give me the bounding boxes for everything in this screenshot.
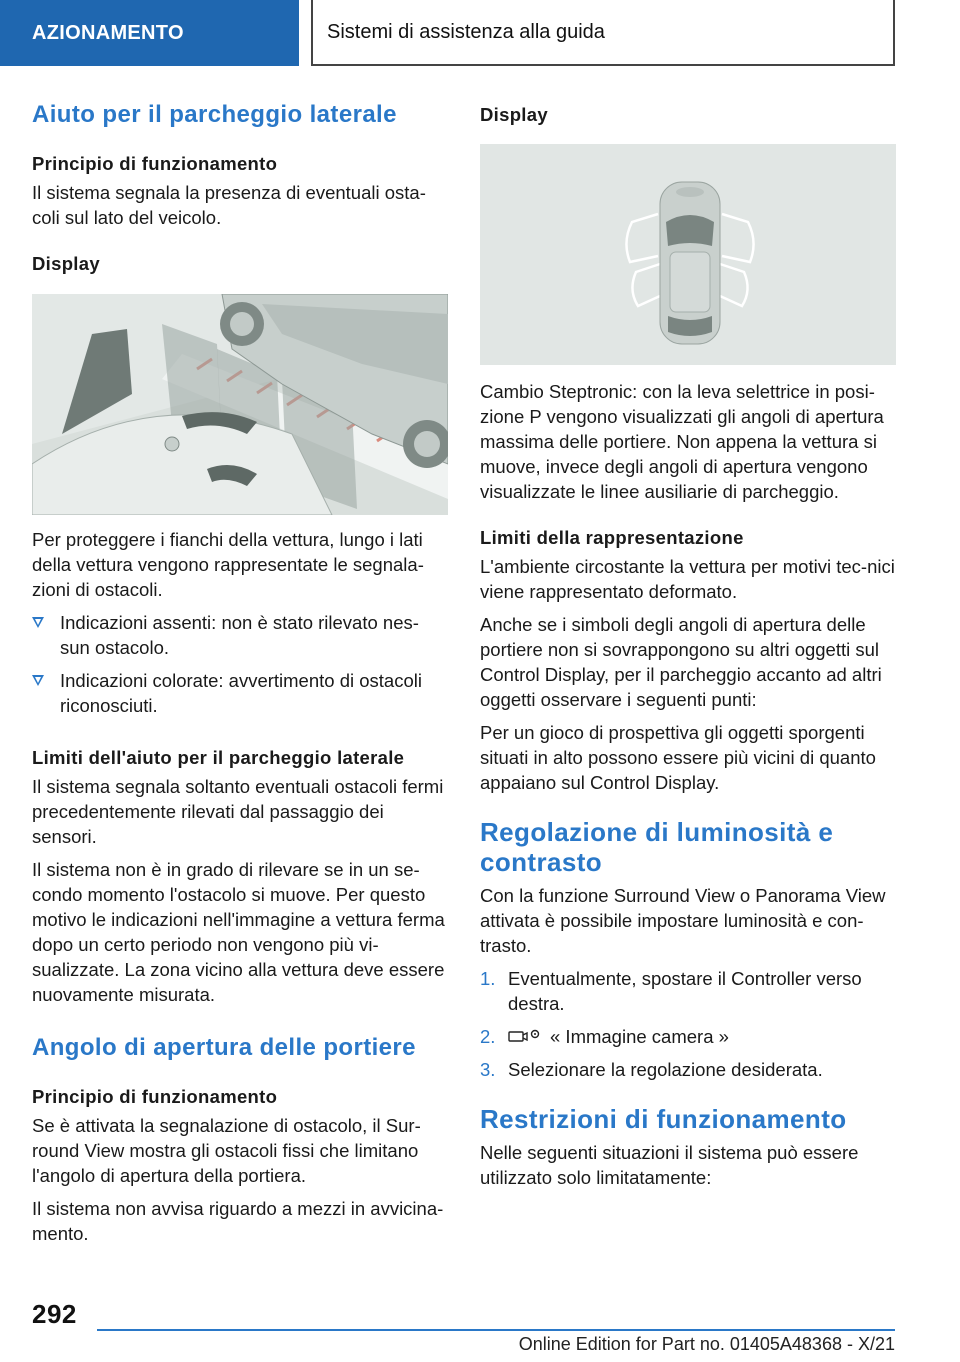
paragraph-rep-limits-1: L'ambiente circostante la vettura per motivi tec-nici viene rappresentato deformato. bbox=[480, 556, 895, 602]
chapter-title: Sistemi di assistenza alla guida bbox=[311, 0, 895, 66]
right-column bbox=[480, 100, 896, 1190]
paragraph-door-2: Il sistema non avvisa riguardo a mezzi in avvicina-mento. bbox=[32, 1198, 444, 1244]
heading-restrictions: Restrizioni di funzionamento bbox=[480, 1104, 847, 1134]
step-item bbox=[480, 1057, 896, 1082]
step-text: Selezionare la regolazione desiderata. bbox=[508, 1059, 823, 1080]
step-text: « Immagine camera » bbox=[550, 1026, 729, 1047]
list-item bbox=[32, 668, 448, 718]
step-number: 2. bbox=[480, 1026, 496, 1047]
paragraph-steptronic: Cambio Steptronic: con la leva selettrice in posi-zione P vengono visualizzati gli angoli di apertura massima delle portiere. Non appena la vettura si muove, invece degli angoli di apertura vengono visualizzate le linee ausiliarie di parcheggio. bbox=[480, 381, 884, 502]
paragraph-protect: Per proteggere i fianchi della vettura, lungo i lati della vettura vengono rappresentate le segnala-zioni di ostacoli. bbox=[32, 529, 424, 600]
list-item-text: Indicazioni colorate: avvertimento di ostacoli riconosciuti. bbox=[60, 670, 422, 716]
section-tab: AZIONAMENTO bbox=[0, 0, 299, 66]
paragraph-limits-1: Il sistema segnala soltanto eventuali ostacoli fermi precedentemente rilevati dal passaggio dei sensori. bbox=[32, 776, 444, 847]
footer-divider bbox=[97, 1329, 895, 1331]
list-item bbox=[32, 610, 448, 660]
list-item-text: Indicazioni assenti: non è stato rilevato nes-sun ostacolo. bbox=[60, 612, 419, 658]
heading-door-angle: Angolo di apertura delle portiere bbox=[32, 1034, 416, 1061]
step-item bbox=[480, 1024, 896, 1049]
paragraph-restrictions: Nelle seguenti situazioni il sistema può essere utilizzato solo limitatamente: bbox=[480, 1142, 859, 1188]
paragraph-brightness: Con la funzione Surround View o Panorama View attivata è possibile impostare luminosità e con-trasto. bbox=[480, 885, 886, 956]
step-number: 3. bbox=[480, 1059, 496, 1080]
page-number: 292 bbox=[32, 1299, 77, 1329]
paragraph-door-1: Se è attivata la segnalazione di ostacolo, il Sur-round View mostra gli ostacoli fissi che limitano l'angolo di apertura della portiera. bbox=[32, 1115, 421, 1186]
paragraph-rep-limits-2: Anche se i simboli degli angoli di apertura delle portiere non si sovrappongono su altri oggetti sul Control Display, per il parcheggio accanto ad altri oggetti osservare i seguenti punti: bbox=[480, 614, 882, 710]
step-number: 1. bbox=[480, 968, 496, 989]
step-item bbox=[480, 966, 896, 1016]
triangle-bullet-icon bbox=[32, 675, 44, 686]
subheading-display-right: Display bbox=[480, 104, 548, 125]
subheading-representation-limits: Limiti della rappresentazione bbox=[480, 527, 744, 548]
heading-brightness: Regolazione di luminosità e contrasto bbox=[480, 817, 834, 877]
door-angle-illustration bbox=[480, 144, 896, 365]
subheading-principle-2: Principio di funzionamento bbox=[32, 1086, 278, 1107]
paragraph-rep-limits-3: Per un gioco di prospettiva gli oggetti sporgenti situati in alto possono essere più vicini di quanto appaiano sul Control Display. bbox=[480, 722, 876, 793]
edition-note: Online Edition for Part no. 01405A48368 - X/21 bbox=[518, 1334, 895, 1354]
brightness-steps bbox=[480, 966, 896, 1082]
subheading-principle: Principio di funzionamento bbox=[32, 153, 278, 174]
camera-settings-icon bbox=[508, 1026, 542, 1044]
triangle-bullet-icon bbox=[32, 617, 44, 628]
left-column bbox=[32, 100, 448, 1246]
side-parking-illustration bbox=[32, 294, 448, 515]
indication-list bbox=[32, 610, 448, 718]
paragraph-limits-2: Il sistema non è in grado di rilevare se in un se-condo momento l'ostacolo si muove. Per questo motivo le indicazioni nell'immagine a vettura ferma dopo un certo periodo non vengono più vi-sualizzate. La zona vicino alla vettura deve essere nuovamente misurata. bbox=[32, 859, 445, 1005]
subheading-limits: Limiti dell'aiuto per il parcheggio laterale bbox=[32, 747, 405, 768]
heading-side-parking: Aiuto per il parcheggio laterale bbox=[32, 101, 397, 128]
step-text: Eventualmente, spostare il Controller verso destra. bbox=[508, 968, 862, 1014]
paragraph-principle: Il sistema segnala la presenza di eventuali osta-coli sul lato del veicolo. bbox=[32, 182, 426, 228]
subheading-display: Display bbox=[32, 253, 100, 274]
